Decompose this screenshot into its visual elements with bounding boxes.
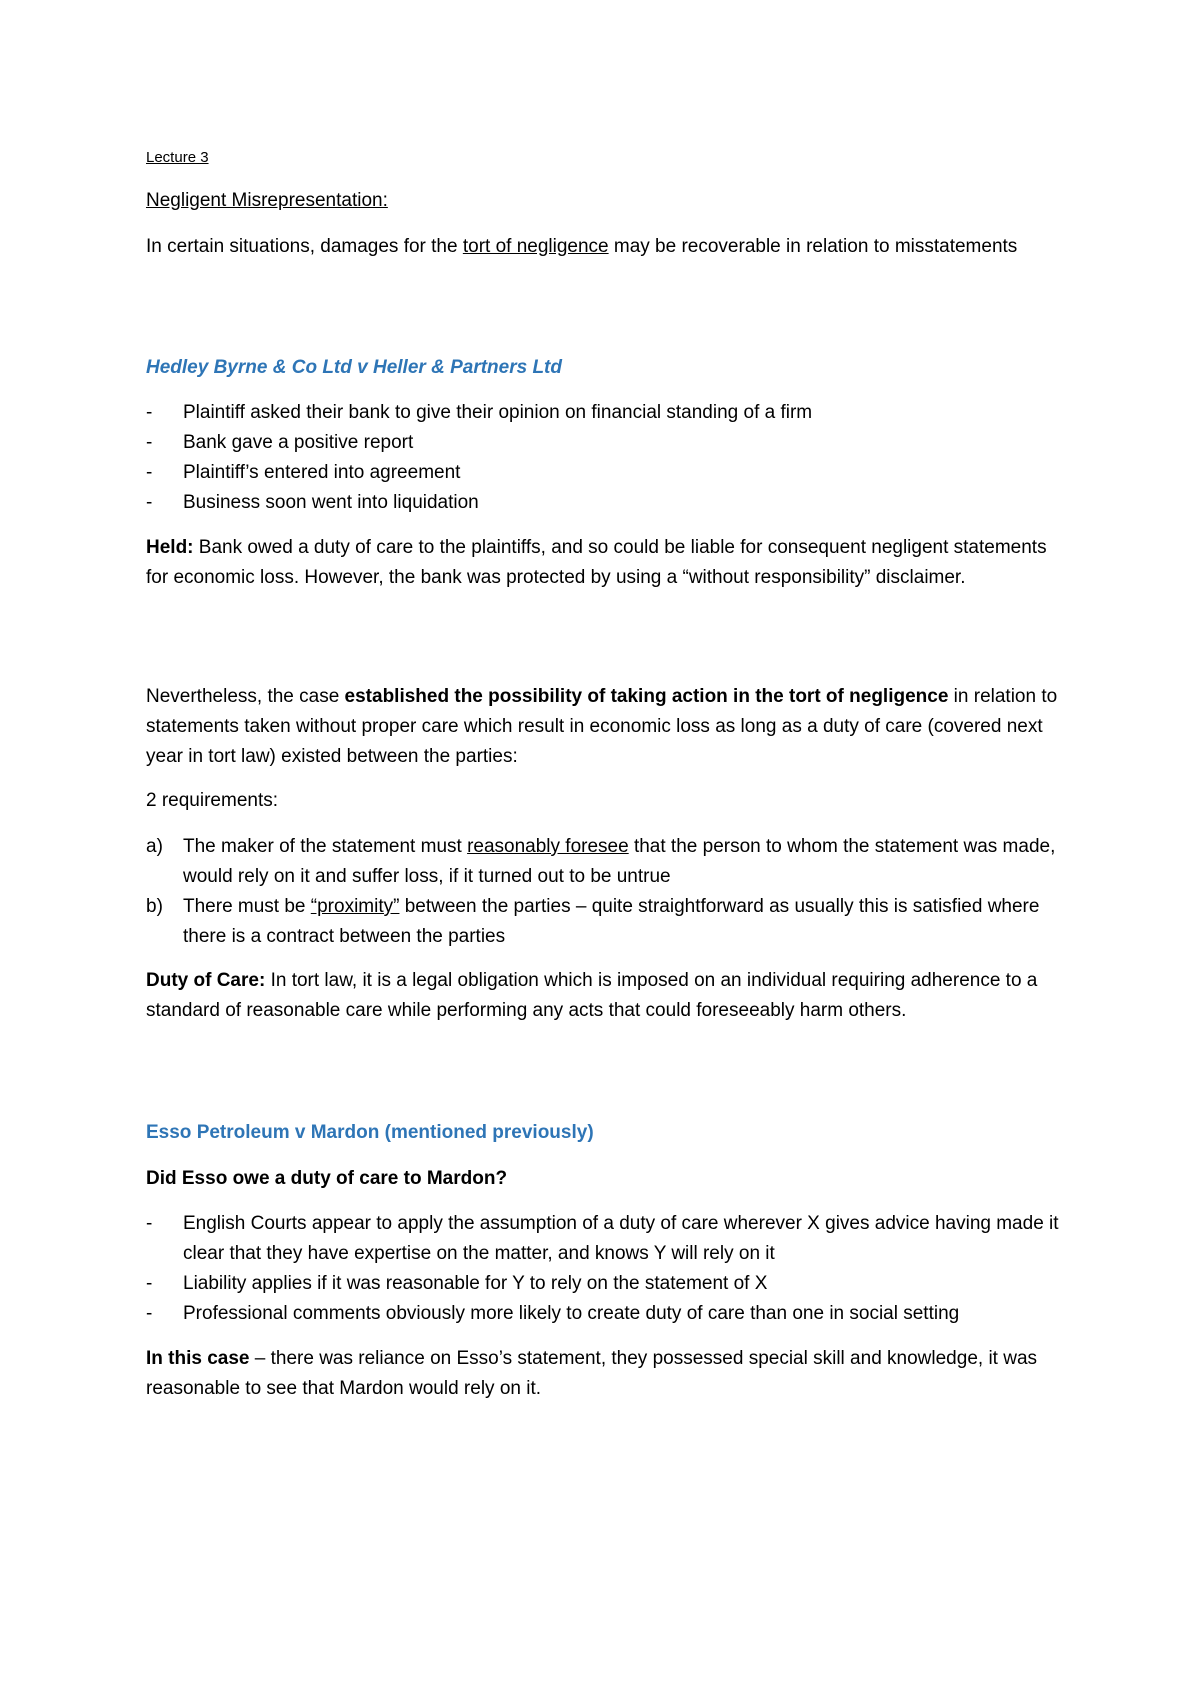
list-item xyxy=(146,1299,1066,1329)
list-item xyxy=(146,892,1066,952)
requirements-list xyxy=(146,832,1066,952)
dash-marker: - xyxy=(146,492,153,513)
bullet-text: Professional comments obviously more likely to create duty of care than one in social setting xyxy=(183,1303,960,1324)
list-item xyxy=(146,458,1066,488)
nevertheless-paragraph xyxy=(146,682,1066,772)
bullet-text: English Courts appear to apply the assumption of a duty of care wherever X gives advice having made it clear that they have expertise on the matter, and knows Y will rely on it xyxy=(183,1213,1059,1264)
held-text: Bank owed a duty of care to the plaintiffs, and so could be liable for consequent negligent statements for economic loss. However, the bank was protected by using a “without responsibility” disclaimer. xyxy=(146,537,1047,588)
list-item xyxy=(146,398,1066,428)
dash-marker: - xyxy=(146,432,153,453)
lecture-label: Lecture 3 xyxy=(146,149,209,166)
list-marker: b) xyxy=(146,896,163,917)
duty-label: Duty of Care: xyxy=(146,970,266,991)
dash-marker: - xyxy=(146,462,153,483)
held-paragraph xyxy=(146,533,1066,593)
intro-paragraph xyxy=(146,232,1066,262)
dash-marker: - xyxy=(146,1273,153,1294)
dash-marker: - xyxy=(146,1303,153,1324)
section-title: Negligent Misrepresentation: xyxy=(146,190,388,211)
req-underlined: “proximity” xyxy=(310,896,400,917)
list-item xyxy=(146,428,1066,458)
dash-marker: - xyxy=(146,1213,153,1234)
intro-text-after: may be recoverable in relation to misstatements xyxy=(608,236,1018,257)
req-underlined: reasonably foresee xyxy=(467,836,629,857)
bullet-text: Plaintiff asked their bank to give their opinion on financial standing of a firm xyxy=(183,402,813,423)
case2-conclusion xyxy=(146,1344,1066,1404)
case2-text: – there was reliance on Esso’s statement, they possessed special skill and knowledge, it was reasonable to see that Mardon would rely on it. xyxy=(146,1348,1038,1399)
held-label: Held: xyxy=(146,537,194,558)
req-text-before: There must be xyxy=(183,896,311,917)
dash-marker: - xyxy=(146,402,153,423)
requirements-heading: 2 requirements: xyxy=(146,790,279,811)
list-marker: a) xyxy=(146,836,163,857)
intro-text-before: In certain situations, damages for the xyxy=(146,236,463,257)
nevertheless-after: in relation to statements taken without proper care which result in economic loss as long as a duty of care (covered next year in tort law) existed between the parties: xyxy=(146,686,1058,767)
case2-title: Esso Petroleum v Mardon (mentioned previously) xyxy=(146,1122,594,1143)
req-text-after: that the person to whom the statement was made, would rely on it and suffer loss, if it turned out to be untrue xyxy=(183,836,1056,887)
list-item xyxy=(146,488,1066,518)
list-item xyxy=(146,832,1066,892)
bullet-text: Plaintiff’s entered into agreement xyxy=(183,462,461,483)
bullet-text: Business soon went into liquidation xyxy=(183,492,479,513)
nevertheless-before: Nevertheless, the case xyxy=(146,686,345,707)
case2-question: Did Esso owe a duty of care to Mardon? xyxy=(146,1168,508,1189)
duty-text: In tort law, it is a legal obligation which is imposed on an individual requiring adherence to a standard of reasonable care while performing any acts that could foreseeably harm others. xyxy=(146,970,1038,1021)
case2-bullets xyxy=(146,1209,1066,1329)
req-text-before: The maker of the statement must xyxy=(183,836,468,857)
intro-link-tort: tort of negligence xyxy=(462,236,609,257)
list-item xyxy=(146,1209,1066,1269)
case1-bullets xyxy=(146,398,1066,518)
case1-title: Hedley Byrne & Co Ltd v Heller & Partners Ltd xyxy=(146,357,562,378)
case2-label: In this case xyxy=(146,1348,250,1369)
bullet-text: Liability applies if it was reasonable for Y to rely on the statement of X xyxy=(183,1273,768,1294)
req-text-after: between the parties – quite straightforward as usually this is satisfied where there is a contract between the parties xyxy=(183,896,1040,947)
nevertheless-bold: established the possibility of taking action in the tort of negligence xyxy=(344,686,949,707)
duty-paragraph xyxy=(146,966,1066,1026)
bullet-text: Bank gave a positive report xyxy=(183,432,414,453)
list-item xyxy=(146,1269,1066,1299)
